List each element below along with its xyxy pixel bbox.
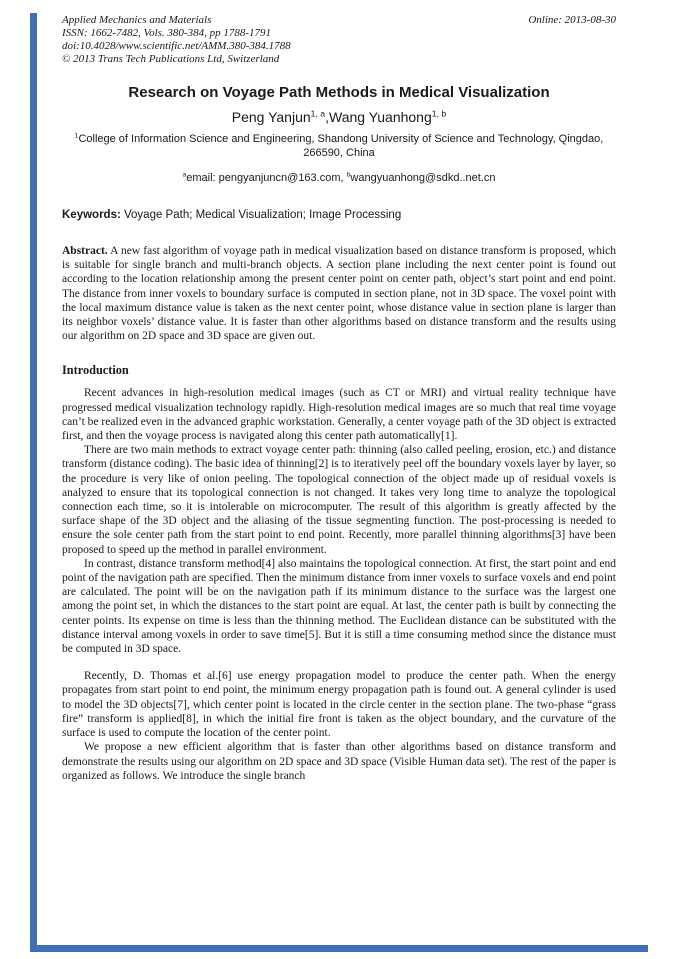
journal-doi-line: doi:10.4028/www.scientific.net/AMM.380-384.1788 [62, 40, 291, 52]
author-superscript-2: 1, b [431, 108, 447, 119]
abstract-label: Abstract. [62, 245, 108, 257]
email-superscript-a: a [182, 171, 187, 179]
introduction-paragraph-5: We propose a new efficient algorithm that is faster than other algorithms based on distance transform and demonstrate the results using our algorithm on 2D space and 3D space (Visible Human data set). The rest of the paper is organized as follows. We introduce the single branch [62, 741, 616, 782]
affiliation-line [62, 133, 616, 160]
introduction-paragraph-1: Recent advances in high-resolution medical images (such as CT or MRI) and virtual reality technique have progressed medical visualization technology rapidly. High-resolution medical images are so much that real time voyage can’t be realized even in the advanced graphic workstation. Generally, a center voyage path of the 3D object is extracted first, and then the voyage process is navigated along this center path automatically[1]. [62, 387, 616, 443]
keywords-text: Voyage Path; Medical Visualization; Image Processing [120, 209, 402, 221]
journal-copyright-line: © 2013 Trans Tech Publications Ltd, Switzerland [62, 53, 280, 65]
keywords-label: Keywords: [62, 209, 121, 221]
paper-title: Research on Voyage Path Methods in Medical Visualization [128, 84, 550, 101]
author-superscript-1: 1, a [310, 108, 326, 119]
email-superscript-b: b [346, 171, 351, 179]
page-content [62, 14, 616, 783]
author-name-2: Wang Yuanhong [329, 109, 432, 125]
abstract-text: A new fast algorithm of voyage path in medical visualization based on distance transform is proposed, which is suitable for single branch and multi-branch objects. A section plane including the next center point is found out according to the location relationship among the present center point on center path, object’s start point and end point. The distance from inner voxels to boundary surface is computed in section plane, not in 3D space. The voxel point with the local maximum distance value is taken as the next center point, whose distance value in section plane is larger than its neighbor voxels’ distance value. It is faster than other algorithms based on distance transform and the results using our algorithm on 2D space and 3D space are given out. [62, 245, 616, 343]
journal-info-block [62, 14, 291, 66]
section-heading-introduction: Introduction [62, 363, 129, 378]
journal-issn-line: ISSN: 1662-7482, Vols. 380-384, pp 1788-1791 [62, 27, 271, 39]
introduction-paragraph-2: There are two main methods to extract voyage center path: thinning (also called peeling, erosion, etc.) and distance transform (distance coding). The basic idea of thinning[2] is to iteratively peel off the boundary voxels layer by layer, so the procedure is very like of onion peeling. The topological connection of the object made up of residual voxels is analyzed to ensure that its topological connection is not changed. It takes very long time to analyze the topological connection each time, so it is intolerable on microcomputer. The result of this algorithm is greatly affected by the surface shape of the 3D object and the aliasing of the tissue segmenting function. The post-processing is needed to ensure the sole center path from the start point to end point. Recently, more parallel thinning algorithms[3] have been proposed to speed up the method in parallel environment. [62, 444, 616, 556]
email-address-a: email: pengyanjuncn@163.com, [186, 172, 347, 184]
abstract-paragraph [62, 244, 616, 343]
online-date: Online: 2013-08-30 [528, 14, 616, 26]
email-line [62, 172, 616, 184]
author-separator: , [325, 109, 329, 125]
authors-line [62, 109, 616, 125]
author-name-1: Peng Yanjun [231, 109, 311, 125]
introduction-paragraph-4: Recently, D. Thomas et al.[6] use energy propagation model to produce the center path. When the energy propagates from start point to end point, the minimum energy propagation path is found out. A general cylinder is used to model the 3D objects[7], which center point is located in the circle center in the section plane. The two-phase “grass fire” transform is applied[8], in which the initial fire front is taken as the object boundary, and the curvature of the surface is used to compute the location of the center point. [62, 670, 616, 740]
journal-header [62, 14, 616, 66]
introduction-paragraph-3: In contrast, distance transform method[4] also maintains the topological connection. At first, the start point and end point of the navigation path are specified. Then the minimum distance from inner voxels to surface voxels and end point are calculated. The point will be on the navigation path if its minimum distance to the surface was the largest one among the point set, in which the distances to the start point are equal. At last, the center path is built by connecting the center points. Its expense on time is less than the thinning method. The Euclidean distance can be substituted with the distance interval among voxels in order to save time[5]. But it is still a time consuming method since the distance must be computed in 3D space. [62, 557, 616, 656]
affiliation-superscript: 1 [74, 132, 79, 140]
email-address-b: wangyuanhong@sdkd..net.cn [350, 172, 496, 184]
journal-title: Applied Mechanics and Materials [62, 14, 212, 26]
keywords-line [62, 208, 616, 222]
affiliation-text: College of Information Science and Engineering, Shandong University of Science and Technology, Qingdao, 266590, China [78, 133, 604, 159]
